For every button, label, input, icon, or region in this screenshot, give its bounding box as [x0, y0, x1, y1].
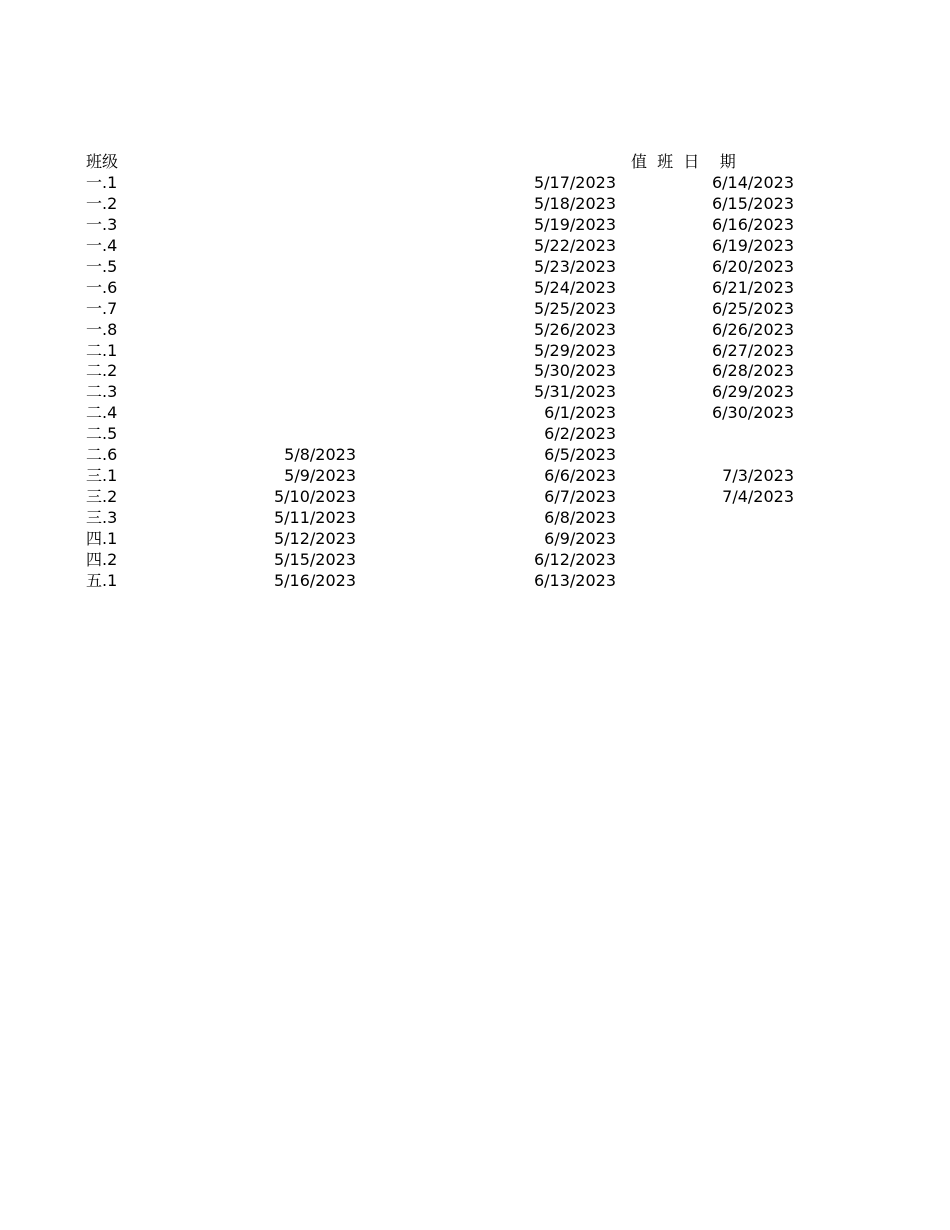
- class-cell: 二.2: [86, 361, 118, 381]
- date-cell-2: 5/23/2023: [533, 256, 616, 276]
- date-cell-3: 6/29/2023: [711, 382, 794, 402]
- class-cell: 二.1: [86, 340, 118, 360]
- class-cell: 二.4: [86, 403, 118, 423]
- table-row: [0, 381, 950, 402]
- date-cell-2: 5/25/2023: [533, 298, 616, 318]
- table-row: [0, 549, 950, 570]
- class-cell: 一.5: [86, 256, 118, 276]
- date-cell-2: 5/19/2023: [533, 214, 616, 234]
- class-cell: 一.2: [86, 193, 118, 213]
- date-cell-2: 6/12/2023: [533, 549, 616, 569]
- date-cell-1: 5/16/2023: [273, 570, 356, 590]
- date-cell-2: 5/26/2023: [533, 319, 616, 339]
- class-cell: 二.5: [86, 424, 118, 444]
- date-cell-2: 5/22/2023: [533, 235, 616, 255]
- class-cell: 一.4: [86, 235, 118, 255]
- header-row: [0, 151, 950, 172]
- class-cell: 一.3: [86, 214, 118, 234]
- table-row: [0, 402, 950, 423]
- date-cell-2: 5/17/2023: [533, 173, 616, 192]
- table-row: [0, 256, 950, 277]
- class-cell: 四.1: [86, 528, 118, 548]
- date-cell-2: 5/18/2023: [533, 193, 616, 213]
- date-cell-2: 5/24/2023: [533, 277, 616, 297]
- class-cell: 一.1: [86, 173, 118, 192]
- table-row: [0, 298, 950, 319]
- class-column-header: 班级: [86, 152, 119, 171]
- date-cell-2: 6/7/2023: [544, 487, 616, 507]
- class-cell: 一.7: [86, 298, 118, 318]
- date-cell-1: 5/12/2023: [273, 528, 356, 548]
- date-cell-3: 6/28/2023: [711, 361, 794, 381]
- table-row: [0, 360, 950, 381]
- date-cell-2: 6/9/2023: [544, 528, 616, 548]
- table-row: [0, 277, 950, 298]
- date-cell-3: 6/19/2023: [711, 235, 794, 255]
- date-cell-1: 5/9/2023: [284, 466, 356, 486]
- date-cell-3: 6/20/2023: [711, 256, 794, 276]
- date-cell-2: 5/30/2023: [533, 361, 616, 381]
- date-cell-3: 7/4/2023: [722, 487, 794, 507]
- class-cell: 三.1: [86, 466, 118, 486]
- class-cell: 三.3: [86, 508, 118, 527]
- date-cell-2: 5/31/2023: [533, 382, 616, 402]
- date-cell-3: 7/3/2023: [722, 466, 794, 486]
- table-row: [0, 235, 950, 256]
- date-cell-2: 5/29/2023: [533, 340, 616, 360]
- date-cell-1: 5/15/2023: [273, 549, 356, 569]
- table-row: [0, 528, 950, 549]
- table-row: [0, 486, 950, 507]
- date-cell-1: 5/10/2023: [273, 487, 356, 507]
- date-cell-2: 6/2/2023: [544, 424, 616, 444]
- date-cell-3: 6/16/2023: [711, 214, 794, 234]
- date-cell-3: 6/30/2023: [711, 403, 794, 423]
- date-cell-1: 5/11/2023: [273, 508, 356, 527]
- table-row: [0, 570, 950, 591]
- class-cell: 四.2: [86, 549, 118, 569]
- duty-date-header: 值 班 日 期: [631, 152, 736, 171]
- table-row: [0, 193, 950, 214]
- date-cell-2: 6/8/2023: [544, 508, 616, 527]
- date-cell-2: 6/6/2023: [544, 466, 616, 486]
- date-cell-3: 6/21/2023: [711, 277, 794, 297]
- table-row: [0, 465, 950, 486]
- date-cell-3: 6/15/2023: [711, 193, 794, 213]
- table-row: [0, 423, 950, 444]
- table-row: [0, 319, 950, 340]
- class-cell: 三.2: [86, 487, 118, 507]
- date-cell-3: 6/14/2023: [711, 173, 794, 192]
- table-row: [0, 172, 950, 193]
- class-cell: 二.6: [86, 445, 118, 465]
- date-cell-2: 6/13/2023: [533, 570, 616, 590]
- date-cell-1: 5/8/2023: [284, 445, 356, 465]
- date-cell-3: 6/27/2023: [711, 340, 794, 360]
- date-cell-2: 6/5/2023: [544, 445, 616, 465]
- date-cell-3: 6/26/2023: [711, 319, 794, 339]
- class-cell: 五.1: [86, 570, 118, 590]
- class-cell: 二.3: [86, 382, 118, 402]
- class-cell: 一.8: [86, 319, 118, 339]
- class-cell: 一.6: [86, 277, 118, 297]
- date-cell-2: 6/1/2023: [544, 403, 616, 423]
- table-row: [0, 340, 950, 361]
- table-row: [0, 444, 950, 465]
- date-cell-3: 6/25/2023: [711, 298, 794, 318]
- table-row: [0, 507, 950, 528]
- table-row: [0, 214, 950, 235]
- schedule-rows: [0, 172, 950, 591]
